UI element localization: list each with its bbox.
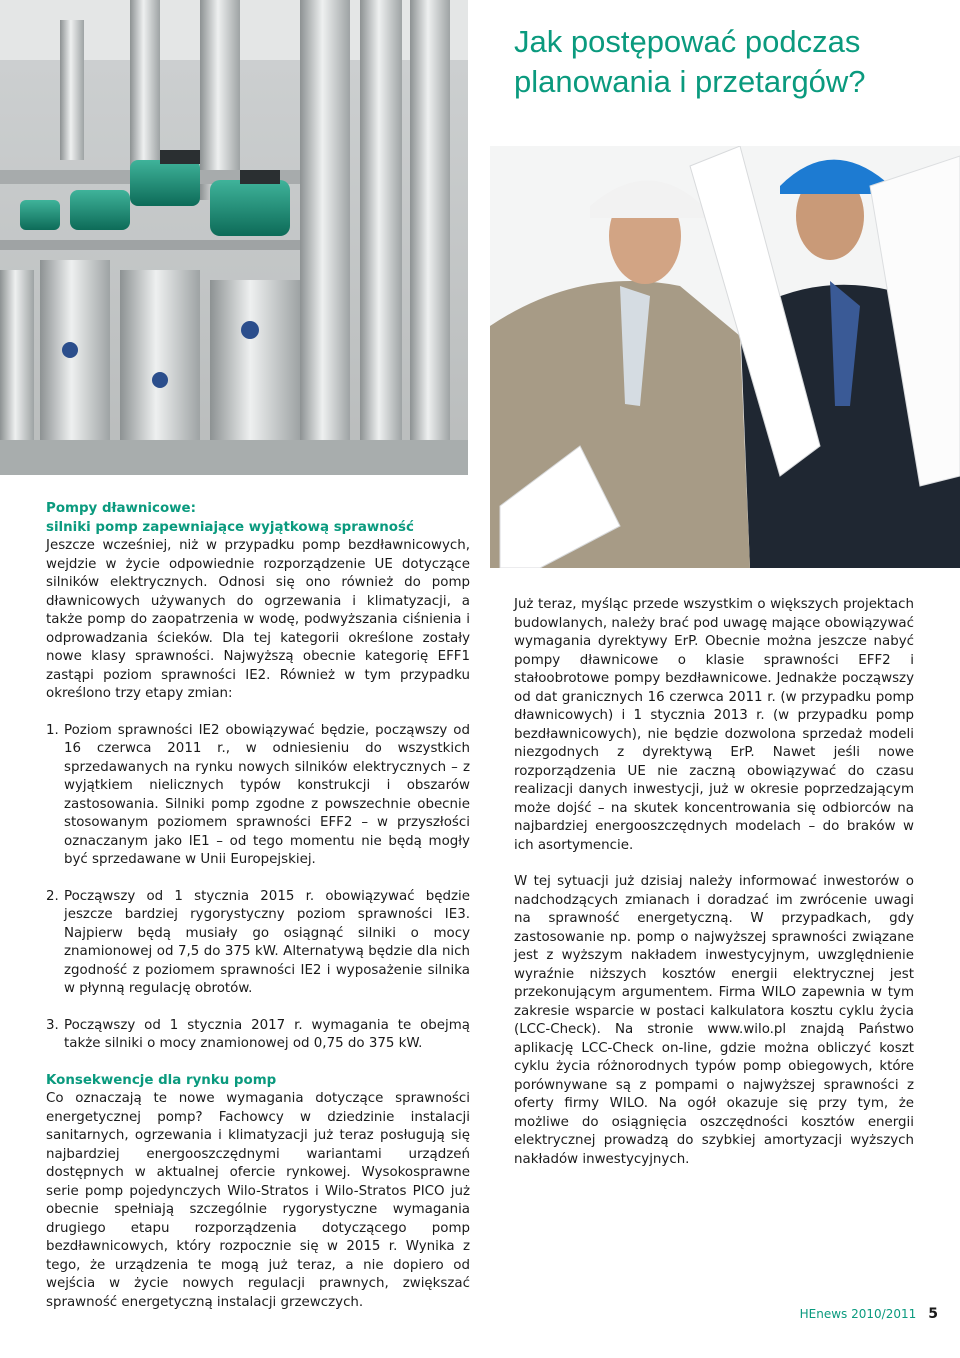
steps-list xyxy=(46,722,470,1054)
list-item: 3. Począwszy od 1 stycznia 2017 r. wymagania te obejmą także silniki o mocy znamionowej od 0,75 do 375 kW. xyxy=(46,1017,470,1051)
publication-name: HEnews 2010/2011 xyxy=(799,1307,917,1321)
section-heading: Pompy dławnicowe: xyxy=(46,501,196,516)
list-item: 1. Poziom sprawności IE2 obowiązywać będzie, począwszy od 16 czerwca 2011 r., w odniesieniu do wszystkich sprzedawanych na rynku nowych silników elektrycznych – z wyjątkiem nielicznych typów konstrukcji i obszarów zastosowania. Silniki pomp zgodne z powszechnie obecnie stosowanym poziomem sprawności EFF2 – w przyszłości oznaczanym jako IE1 – od tego momentu nie będą mogły być sprzedawane w Unii Europejskiej. xyxy=(46,722,470,867)
right-column xyxy=(514,596,914,1169)
left-column xyxy=(46,500,470,1312)
page-footer xyxy=(800,1306,938,1322)
page-title: Jak postępować podczas planowania i przetargów? xyxy=(514,24,866,99)
section-subheading: silniki pomp zapewniające wyjątkową sprawność xyxy=(46,519,414,535)
list-item: 2. Począwszy od 1 stycznia 2015 r. obowiązywać będzie jeszcze bardziej rygorystyczny poziom sprawności IE3. Najpierw będą musiały go osiągnąć silniki o mocy znamionowej od 7,5 do 375 kW. Alternatywą będzie dla nich zgodność z poziomem sprawności IE2 i wyposażenie silnika w płynną regulację obrotów. xyxy=(46,888,470,996)
intro-paragraph: Jeszcze wcześniej, niż w przypadku pomp bezdławnicowych, wejdzie w życie odpowiednie rozporządzenie UE dotyczące silników elektrycznych. Odnosi się ono również do pomp dławnicowych używanych do ogrzewania i klimatyzacji, a także pomp do zaopatrzenia w wodę, podwyższania ciśnienia i odprowadzania ścieków. Dla tej kategorii określone zostały nowe klasy sprawności. Najwyższą obecnie kategorię EFF1 zastąpi poziom sprawności IE2. Również w tym przypadku określono trzy etapy zmian: xyxy=(46,538,470,701)
section2-paragraph: Co oznaczają te nowe wymagania dotyczące sprawności energetycznej pomp? Fachowcy w dziedzinie instalacji sanitarnych, ogrzewania i klimatyzacji już teraz posługują się najbardziej energooszczędnymi wariantami urządzeń dostępnych w aktualnej ofercie rynkowej. Wysokosprawne serie pomp pojedynczych Wilo-Stratos i Wilo-Stratos PICO już obecnie spełniają szczególnie rygorystyczne wymagania drugiego etapu rozporządzenia dotyczącego pomp bezdławnicowych, który rozpocznie się w 2015 r. Wynika z tego, że urządzenia te mogą już teraz, a nie dopiero od wejścia w życie nowych regulacji prawnych, zwiększać sprawność energetyczną instalacji grzewczych. xyxy=(46,1091,470,1310)
engineers-photo xyxy=(490,146,960,568)
right-paragraph-2: W tej sytuacji już dzisiaj należy informować inwestorów o nadchodzących zmianach i doradzać im zwrócenie uwagi na sprawność energetyczną. W przypadkach, gdy zastosowanie np. pomp o najwyższej sprawności związane jest z wyższym nakładem inwestycyjnym, uwzględnienie wyraźnie niższych kosztów energii elektrycznej jest przekonującym argumentem. Firma WILO zapewnia w tym zakresie wsparcie w postaci kalkulatora kosztu cyklu życia (LCC-Check). Na stronie www.wilo.pl znajdą Państwo aplikację LCC-Check on-line, gdzie można obliczyć koszt cyklu życia różnorodnych typów pomp obiegowych, które porównywane są z pompami o najwyższej sprawności z oferty firmy WILO. Na ogół okazuje się przy tym, że możliwe do osiągnięcia oszczędności kosztów energii elektrycznej prowadzą do szybkiej amortyzacji wyższych nakładów inwestycyjnych. xyxy=(514,874,914,1167)
section2-heading: Konsekwencje dla rynku pomp xyxy=(46,1072,277,1088)
page-number: 5 xyxy=(928,1306,938,1322)
right-paragraph-1: Już teraz, myśląc przede wszystkim o większych projektach budowlanych, należy brać pod uwagę mające obowiązywać wymagania dyrektywy ErP. Obecnie można jeszcze nabyć pompy dławnicowe o klasie sprawności EFF2 i stałoobrotowe pompy bezdławnicowe. Jednakże począwszy od dat granicznych 16 czerwca 2011 r. (w przypadku pomp dławnicowych) i 1 stycznia 2013 r. (w przypadku pomp bezdławnicowych), nie będzie dozwolona sprzedaż modeli niezgodnych z dyrektywą ErP. Nawet jeśli nowe rozporządzenia UE nie zaczną obowiązywać do czasu realizacji danych inwestycji, już w okresie poprzedzającym może dojść – na skutek koncentrowania się odbiorców na najbardziej energooszczędnych modelach – do braków w ich asortymencie. xyxy=(514,597,914,853)
pump-room-photo xyxy=(0,0,468,475)
